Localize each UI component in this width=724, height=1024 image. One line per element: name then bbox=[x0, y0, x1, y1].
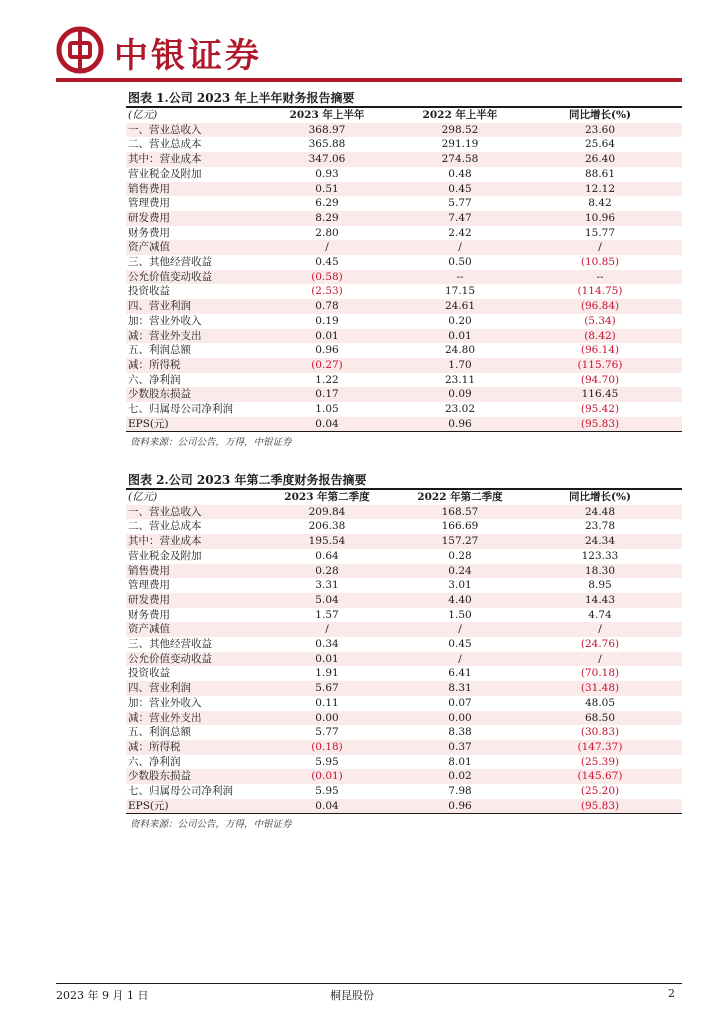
table-row bbox=[126, 255, 682, 270]
table-row bbox=[126, 608, 682, 623]
value-cell: 0.34 bbox=[315, 638, 339, 651]
row-label: 减：营业外支出 bbox=[126, 711, 252, 726]
yoy-growth-cell: 23.60 bbox=[518, 123, 682, 138]
value-cell: 1.70 bbox=[402, 358, 518, 373]
yoy-growth-cell: (25.39) bbox=[580, 755, 620, 768]
value-cell: 5.04 bbox=[252, 593, 402, 608]
table-row bbox=[126, 681, 682, 696]
row-label: 销售费用 bbox=[126, 564, 252, 579]
yoy-growth-cell: 123.33 bbox=[581, 549, 619, 562]
value-cell: (0.27) bbox=[252, 358, 402, 373]
table1-header-row bbox=[126, 108, 682, 123]
value-cell: 298.52 bbox=[402, 123, 518, 138]
row-label: 减：营业外支出 bbox=[126, 329, 252, 344]
row-label: 三、其他经营收益 bbox=[128, 638, 212, 651]
value-cell: 0.01 bbox=[402, 329, 518, 344]
value-cell: 24.80 bbox=[444, 344, 476, 357]
value-cell: 0.64 bbox=[315, 549, 339, 562]
yoy-growth-cell: 116.45 bbox=[518, 387, 682, 402]
value-cell: 0.09 bbox=[402, 387, 518, 402]
value-cell: 1.05 bbox=[315, 403, 339, 416]
row-label: 公允价值变动收益 bbox=[126, 270, 252, 285]
yoy-growth-cell: 12.12 bbox=[518, 182, 682, 197]
row-label: 研发费用 bbox=[126, 593, 252, 608]
footer-date: 2023 年 9 月 1 日 bbox=[56, 989, 149, 1002]
brand-name: 中银证券 bbox=[114, 36, 262, 76]
table-row bbox=[126, 182, 682, 197]
table2-title: 图表 2.公司 2023 年第二季度财务报告摘要 bbox=[128, 473, 367, 487]
value-cell: 17.15 bbox=[444, 285, 476, 298]
value-cell: 0.96 bbox=[402, 799, 518, 814]
value-cell: / bbox=[252, 622, 402, 637]
row-label: 财务费用 bbox=[128, 226, 170, 239]
table-row bbox=[126, 211, 682, 226]
table-row bbox=[126, 299, 682, 314]
table1-col-header: 2022 年上半年 bbox=[422, 109, 498, 121]
table1-source-note: 资料来源：公司公告，万得，中银证券 bbox=[130, 437, 292, 448]
yoy-growth-cell: (95.83) bbox=[518, 417, 682, 432]
row-label: 加：营业外收入 bbox=[128, 696, 202, 709]
table-row bbox=[126, 740, 682, 755]
row-label: 管理费用 bbox=[128, 197, 170, 210]
value-cell: 5.95 bbox=[315, 755, 339, 768]
table-row bbox=[126, 519, 682, 534]
row-label: 六、净利润 bbox=[128, 755, 181, 768]
value-cell: 0.96 bbox=[402, 417, 518, 432]
table1-unit-label: (亿元) bbox=[128, 109, 158, 121]
value-cell: 1.57 bbox=[315, 608, 339, 621]
row-label: 七、归属母公司净利润 bbox=[128, 785, 233, 798]
value-cell: / bbox=[402, 652, 518, 667]
table-row bbox=[126, 755, 682, 770]
value-cell: 0.17 bbox=[252, 387, 402, 402]
row-label: 营业税金及附加 bbox=[128, 549, 202, 562]
value-cell: / bbox=[402, 240, 518, 255]
table-row bbox=[126, 226, 682, 241]
value-cell: 166.69 bbox=[441, 520, 479, 533]
table-row bbox=[126, 696, 682, 711]
value-cell: 0.78 bbox=[252, 299, 402, 314]
value-cell: -- bbox=[402, 270, 518, 285]
row-label: 投资收益 bbox=[128, 667, 170, 680]
table-row bbox=[126, 314, 682, 329]
value-cell: 8.01 bbox=[448, 755, 472, 768]
yoy-growth-cell: 23.78 bbox=[584, 520, 616, 533]
value-cell: 274.58 bbox=[402, 152, 518, 167]
yoy-growth-cell: 25.64 bbox=[584, 138, 616, 151]
value-cell: 3.01 bbox=[448, 579, 472, 592]
yoy-growth-cell: 24.34 bbox=[518, 534, 682, 549]
value-cell: 0.01 bbox=[252, 652, 402, 667]
table-row bbox=[126, 711, 682, 726]
yoy-growth-cell: (96.14) bbox=[580, 344, 620, 357]
table1-col-header: 2023 年上半年 bbox=[289, 109, 365, 121]
table-row bbox=[126, 152, 682, 167]
row-label: 财务费用 bbox=[128, 608, 170, 621]
value-cell: 23.02 bbox=[444, 403, 476, 416]
yoy-growth-cell: (8.42) bbox=[518, 329, 682, 344]
row-label: 少数股东损益 bbox=[126, 387, 252, 402]
table-row bbox=[126, 549, 682, 564]
yoy-growth-cell: (70.18) bbox=[580, 667, 620, 680]
value-cell: (0.18) bbox=[252, 740, 402, 755]
value-cell: 168.57 bbox=[402, 505, 518, 520]
table-row bbox=[126, 387, 682, 402]
table-row bbox=[126, 240, 682, 255]
value-cell: 2.80 bbox=[315, 226, 339, 239]
value-cell: 0.45 bbox=[315, 256, 339, 269]
row-label: 少数股东损益 bbox=[126, 769, 252, 784]
table2-col-header: 2022 年第二季度 bbox=[417, 491, 503, 503]
yoy-growth-cell: (115.76) bbox=[518, 358, 682, 373]
value-cell: 0.28 bbox=[252, 564, 402, 579]
value-cell: 0.07 bbox=[448, 696, 472, 709]
row-label: 销售费用 bbox=[126, 182, 252, 197]
value-cell: 0.96 bbox=[315, 344, 339, 357]
value-cell: 0.04 bbox=[252, 417, 402, 432]
value-cell: 8.38 bbox=[448, 726, 472, 739]
value-cell: 24.61 bbox=[402, 299, 518, 314]
value-cell: 0.24 bbox=[402, 564, 518, 579]
value-cell: (2.53) bbox=[311, 285, 343, 298]
table-row bbox=[126, 593, 682, 608]
value-cell: 6.41 bbox=[448, 667, 472, 680]
table-row bbox=[126, 725, 682, 740]
yoy-growth-cell: 15.77 bbox=[584, 226, 616, 239]
yoy-growth-cell: 48.05 bbox=[584, 696, 616, 709]
value-cell: 0.11 bbox=[315, 696, 339, 709]
row-label: 资产减值 bbox=[126, 622, 252, 637]
value-cell: (0.58) bbox=[252, 270, 402, 285]
row-label: EPS(元) bbox=[126, 417, 252, 432]
table-row bbox=[126, 578, 682, 593]
table-row bbox=[126, 534, 682, 549]
value-cell: (0.01) bbox=[252, 769, 402, 784]
row-label: 六、净利润 bbox=[128, 373, 181, 386]
value-cell: 0.28 bbox=[448, 549, 472, 562]
row-label: 投资收益 bbox=[128, 285, 170, 298]
yoy-growth-cell: (30.83) bbox=[580, 726, 620, 739]
table-row bbox=[126, 402, 682, 417]
value-cell: 0.37 bbox=[402, 740, 518, 755]
table-row bbox=[126, 622, 682, 637]
value-cell: 2.42 bbox=[448, 226, 472, 239]
value-cell: 1.50 bbox=[448, 608, 472, 621]
table2-col-header: 同比增长(%) bbox=[569, 491, 631, 503]
table-row bbox=[126, 505, 682, 520]
value-cell: 0.04 bbox=[252, 799, 402, 814]
row-label: 资产减值 bbox=[126, 240, 252, 255]
row-label: 加：营业外收入 bbox=[128, 314, 202, 327]
value-cell: 0.19 bbox=[315, 314, 339, 327]
table-row bbox=[126, 799, 682, 814]
table-row bbox=[126, 564, 682, 579]
footer-page-number: 2 bbox=[668, 987, 675, 1000]
table2-col-header: 2023 年第二季度 bbox=[284, 491, 370, 503]
value-cell: 0.51 bbox=[252, 182, 402, 197]
value-cell: 0.50 bbox=[448, 256, 472, 269]
footer-company: 桐昆股份 bbox=[330, 989, 374, 1002]
yoy-growth-cell: 88.61 bbox=[584, 167, 616, 180]
table-row bbox=[126, 123, 682, 138]
row-label: 一、营业总收入 bbox=[126, 123, 252, 138]
value-cell: 0.45 bbox=[402, 182, 518, 197]
yoy-growth-cell: (24.76) bbox=[580, 638, 620, 651]
header-divider bbox=[56, 78, 682, 82]
table2-financial-summary bbox=[126, 490, 682, 814]
value-cell: 0.45 bbox=[448, 638, 472, 651]
value-cell: 0.20 bbox=[448, 314, 472, 327]
value-cell: 1.22 bbox=[315, 373, 339, 386]
value-cell: 347.06 bbox=[252, 152, 402, 167]
yoy-growth-cell: -- bbox=[518, 270, 682, 285]
row-label: 二、营业总成本 bbox=[128, 138, 202, 151]
value-cell: 368.97 bbox=[252, 123, 402, 138]
value-cell: 7.47 bbox=[402, 211, 518, 226]
table1-col-header: 同比增长(%) bbox=[569, 109, 631, 121]
report-header bbox=[56, 22, 682, 80]
row-label: 管理费用 bbox=[128, 579, 170, 592]
value-cell: 291.19 bbox=[441, 138, 479, 151]
yoy-growth-cell: (94.70) bbox=[580, 373, 620, 386]
row-label: 其中：营业成本 bbox=[126, 152, 252, 167]
yoy-growth-cell: (5.34) bbox=[584, 314, 616, 327]
value-cell: 0.00 bbox=[252, 711, 402, 726]
yoy-growth-cell: (114.75) bbox=[577, 285, 623, 298]
table1-financial-summary bbox=[126, 108, 682, 432]
row-label: EPS(元) bbox=[126, 799, 252, 814]
table-row bbox=[126, 343, 682, 358]
row-label: 其中：营业成本 bbox=[126, 534, 252, 549]
table-row bbox=[126, 284, 682, 299]
yoy-growth-cell: / bbox=[518, 240, 682, 255]
table-row bbox=[126, 666, 682, 681]
table-row bbox=[126, 417, 682, 432]
value-cell: 0.01 bbox=[252, 329, 402, 344]
yoy-growth-cell: 4.74 bbox=[588, 608, 612, 621]
yoy-growth-cell: / bbox=[518, 652, 682, 667]
row-label: 二、营业总成本 bbox=[128, 520, 202, 533]
yoy-growth-cell: (145.67) bbox=[518, 769, 682, 784]
table1-title: 图表 1.公司 2023 年上半年财务报告摘要 bbox=[128, 91, 355, 105]
row-label: 四、营业利润 bbox=[126, 681, 252, 696]
value-cell: 6.29 bbox=[315, 197, 339, 210]
value-cell: / bbox=[252, 240, 402, 255]
table-row bbox=[126, 329, 682, 344]
table2-header-row bbox=[126, 490, 682, 505]
value-cell: 1.91 bbox=[315, 667, 339, 680]
row-label: 减：所得税 bbox=[126, 740, 252, 755]
table-row bbox=[126, 769, 682, 784]
table2-source-note: 资料来源：公司公告，万得，中银证券 bbox=[130, 819, 292, 830]
table-row bbox=[126, 373, 682, 388]
value-cell: 0.48 bbox=[448, 167, 472, 180]
bank-of-china-logo-icon bbox=[56, 26, 104, 74]
value-cell: 8.29 bbox=[252, 211, 402, 226]
row-label: 五、利润总额 bbox=[128, 344, 191, 357]
yoy-growth-cell: (147.37) bbox=[518, 740, 682, 755]
value-cell: 5.77 bbox=[315, 726, 339, 739]
value-cell: 157.27 bbox=[402, 534, 518, 549]
yoy-growth-cell: 10.96 bbox=[518, 211, 682, 226]
yoy-growth-cell: 68.50 bbox=[518, 711, 682, 726]
row-label: 一、营业总收入 bbox=[126, 505, 252, 520]
yoy-growth-cell: 14.43 bbox=[518, 593, 682, 608]
row-label: 七、归属母公司净利润 bbox=[128, 403, 233, 416]
yoy-growth-cell: (31.48) bbox=[518, 681, 682, 696]
value-cell: 0.93 bbox=[315, 167, 339, 180]
table-row bbox=[126, 652, 682, 667]
yoy-growth-cell: (95.42) bbox=[580, 403, 620, 416]
yoy-growth-cell: 24.48 bbox=[518, 505, 682, 520]
table-row bbox=[126, 358, 682, 373]
row-label: 研发费用 bbox=[126, 211, 252, 226]
value-cell: 195.54 bbox=[252, 534, 402, 549]
value-cell: 23.11 bbox=[444, 373, 476, 386]
value-cell: 4.40 bbox=[402, 593, 518, 608]
table-row bbox=[126, 784, 682, 799]
value-cell: 209.84 bbox=[252, 505, 402, 520]
value-cell: / bbox=[402, 622, 518, 637]
table-row bbox=[126, 167, 682, 182]
yoy-growth-cell: 8.42 bbox=[588, 197, 612, 210]
table-row bbox=[126, 137, 682, 152]
yoy-growth-cell: (10.85) bbox=[580, 256, 620, 269]
row-label: 营业税金及附加 bbox=[128, 167, 202, 180]
value-cell: 3.31 bbox=[315, 579, 339, 592]
footer-divider bbox=[56, 983, 682, 984]
yoy-growth-cell: (95.83) bbox=[518, 799, 682, 814]
table-row bbox=[126, 637, 682, 652]
value-cell: 5.67 bbox=[252, 681, 402, 696]
yoy-growth-cell: / bbox=[518, 622, 682, 637]
yoy-growth-cell: (25.20) bbox=[580, 785, 620, 798]
value-cell: 8.31 bbox=[402, 681, 518, 696]
value-cell: 365.88 bbox=[308, 138, 346, 151]
value-cell: 5.77 bbox=[448, 197, 472, 210]
table2-unit-label: (亿元) bbox=[128, 491, 158, 503]
row-label: 五、利润总额 bbox=[128, 726, 191, 739]
table-row bbox=[126, 196, 682, 211]
value-cell: 206.38 bbox=[308, 520, 346, 533]
table-row bbox=[126, 270, 682, 285]
yoy-growth-cell: 18.30 bbox=[518, 564, 682, 579]
yoy-growth-cell: (96.84) bbox=[518, 299, 682, 314]
value-cell: 0.00 bbox=[402, 711, 518, 726]
row-label: 公允价值变动收益 bbox=[126, 652, 252, 667]
row-label: 三、其他经营收益 bbox=[128, 256, 212, 269]
value-cell: 5.95 bbox=[315, 785, 339, 798]
value-cell: 7.98 bbox=[448, 785, 472, 798]
row-label: 减：所得税 bbox=[126, 358, 252, 373]
yoy-growth-cell: 8.95 bbox=[588, 579, 612, 592]
yoy-growth-cell: 26.40 bbox=[518, 152, 682, 167]
row-label: 四、营业利润 bbox=[126, 299, 252, 314]
value-cell: 0.02 bbox=[402, 769, 518, 784]
